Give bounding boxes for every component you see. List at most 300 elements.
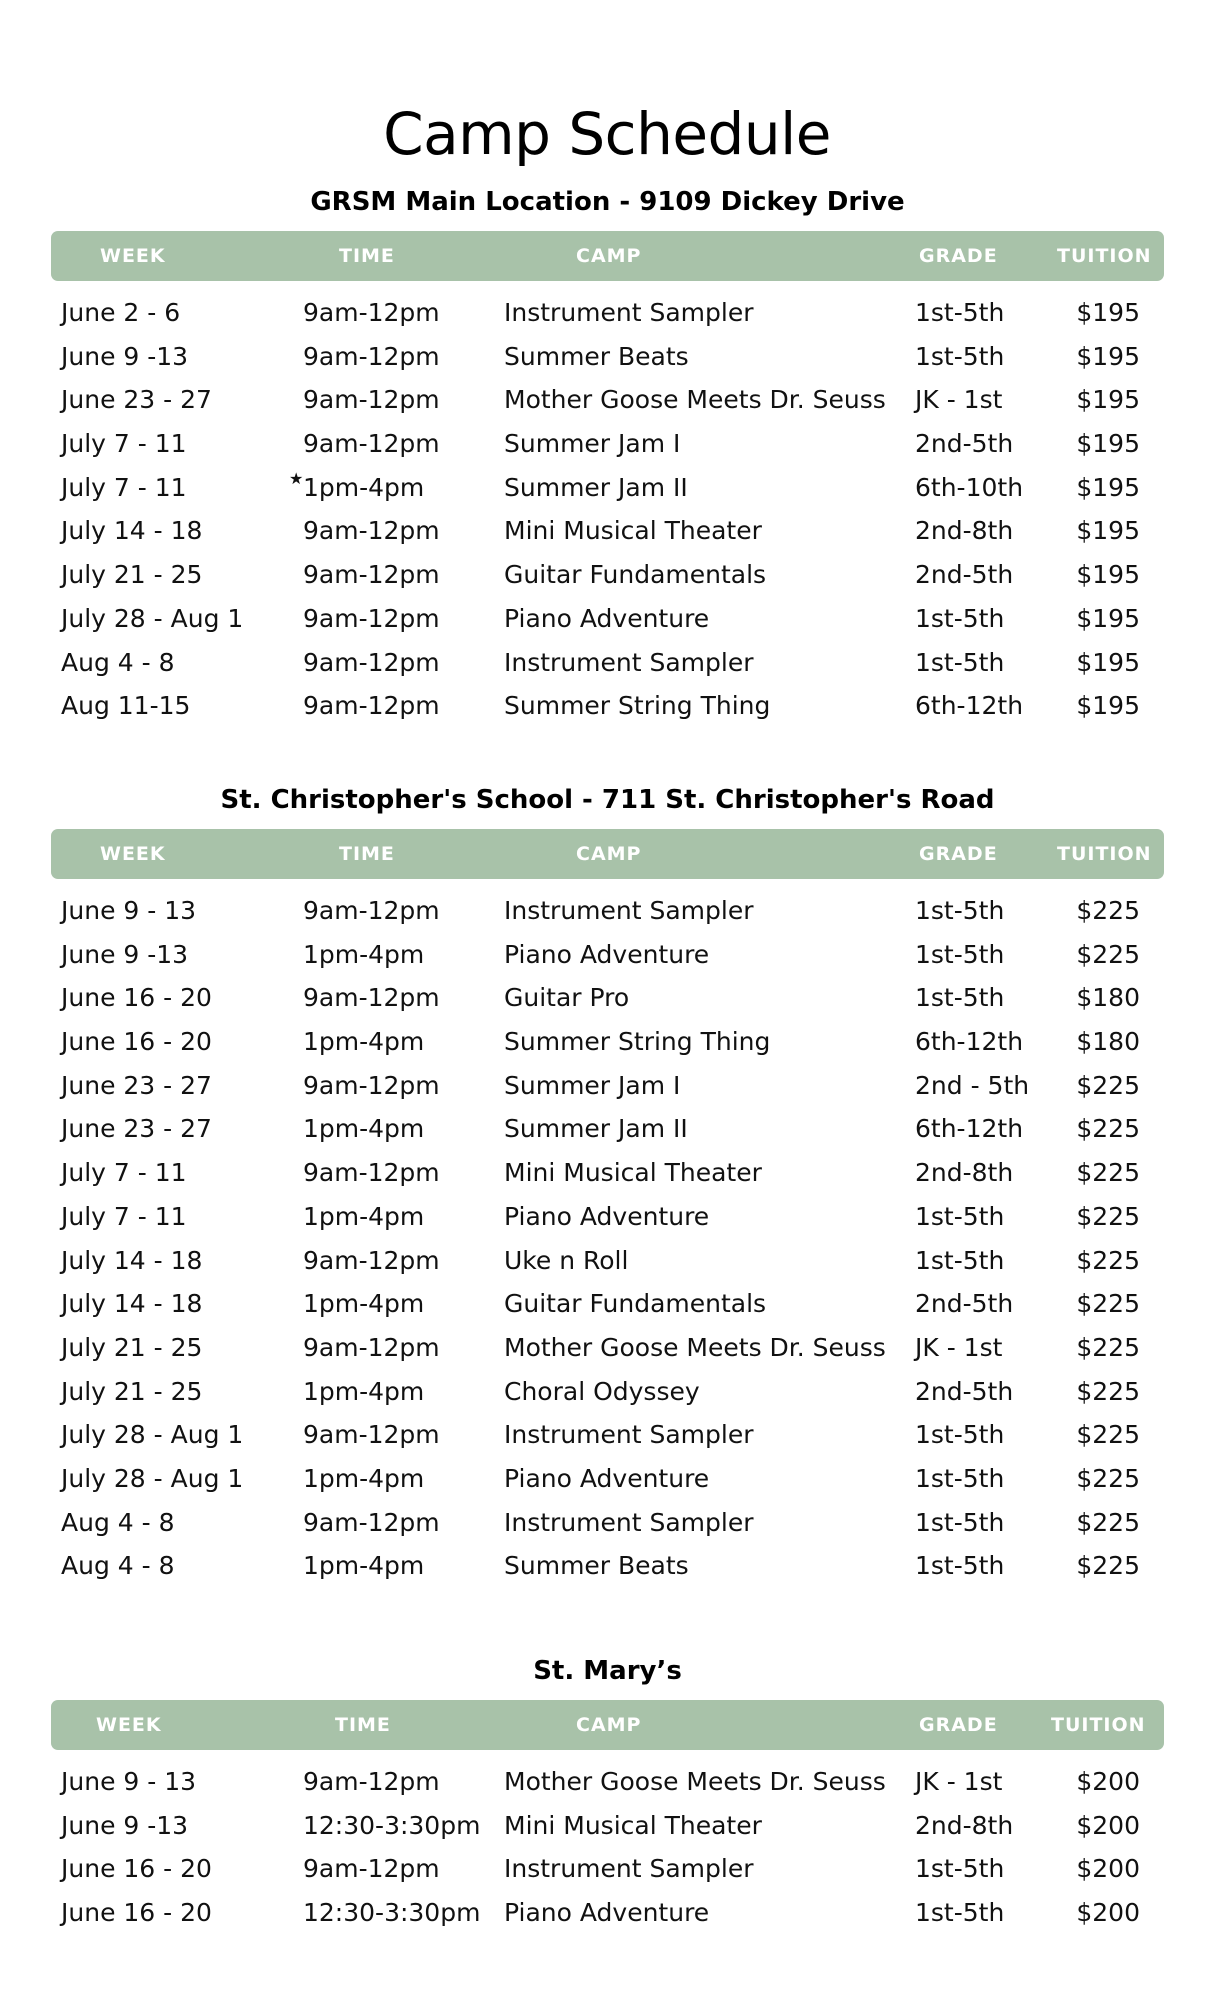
cell-time — [303, 1282, 424, 1326]
cell-grade — [915, 684, 1023, 728]
table-row — [51, 1501, 1164, 1545]
cell-week — [61, 933, 188, 977]
camp-text: Piano Adventure — [504, 1898, 710, 1928]
week-text: June 23 - 27 — [61, 385, 212, 415]
cell-camp — [504, 1326, 886, 1370]
table-row — [51, 1413, 1164, 1457]
cell-time — [303, 1413, 440, 1457]
time-text: 1pm-4pm — [303, 1201, 425, 1231]
cell-grade — [915, 1326, 1002, 1370]
week-text: June 9 -13 — [61, 939, 189, 969]
cell-grade — [915, 889, 1004, 933]
cell-time — [303, 1804, 480, 1848]
cell-grade — [915, 1891, 1004, 1935]
cell-time — [303, 1891, 480, 1935]
grade-text: 2nd-8th — [915, 1810, 1014, 1840]
cell-grade — [915, 335, 1004, 379]
time-text: 9am-12pm — [303, 516, 440, 546]
cell-tuition — [1076, 1544, 1140, 1588]
cell-camp — [504, 1107, 688, 1151]
time-text: 9am-12pm — [303, 341, 440, 371]
grade-text: JK - 1st — [915, 1767, 1003, 1796]
cell-grade — [915, 1151, 1013, 1195]
tuition-text: $225 — [1076, 1376, 1140, 1406]
camp-text: Mother Goose Meets Dr. Seuss — [504, 1332, 886, 1362]
table-row — [51, 1891, 1164, 1935]
table-row — [51, 976, 1164, 1020]
time-text: 9am-12pm — [303, 1854, 440, 1884]
cell-grade — [915, 976, 1004, 1020]
cell-week — [61, 553, 202, 597]
cell-time — [303, 553, 440, 597]
cell-tuition — [1076, 933, 1140, 977]
camp-text: Summer Jam I — [504, 1070, 681, 1100]
cell-tuition — [1076, 1804, 1140, 1848]
week-text: June 16 - 20 — [61, 983, 212, 1013]
table-row — [51, 1847, 1164, 1891]
camp-text: Piano Adventure — [504, 1201, 710, 1231]
camp-text: Choral Odyssey — [504, 1376, 700, 1406]
table-row — [51, 1326, 1164, 1370]
time-text: 1pm-4pm — [303, 1463, 425, 1493]
cell-tuition — [1076, 597, 1140, 641]
cell-camp — [504, 1457, 709, 1501]
week-text: June 9 - 13 — [61, 1767, 197, 1796]
cell-camp — [504, 1501, 754, 1545]
camp-text: Summer String Thing — [504, 1027, 771, 1057]
tuition-text: $225 — [1076, 1114, 1140, 1144]
header-camp: CAMP — [576, 843, 642, 865]
time-text: 9am-12pm — [303, 298, 440, 327]
cell-time — [303, 1544, 424, 1588]
cell-grade — [915, 1804, 1013, 1848]
camp-text: Piano Adventure — [504, 1463, 710, 1493]
camp-text: Piano Adventure — [504, 939, 710, 969]
cell-tuition — [1076, 641, 1140, 685]
camp-text: Summer Beats — [504, 1551, 689, 1581]
cell-camp — [504, 1195, 709, 1239]
cell-week — [61, 889, 196, 933]
cell-week — [61, 466, 187, 510]
header-grade: GRADE — [919, 245, 998, 267]
cell-tuition — [1076, 335, 1140, 379]
week-text: June 23 - 27 — [61, 1070, 212, 1100]
cell-tuition — [1076, 291, 1140, 335]
camp-text: Summer Jam II — [504, 1114, 688, 1144]
table-row — [51, 933, 1164, 977]
time-text: 9am-12pm — [303, 896, 440, 925]
grade-text: 1st-5th — [915, 1507, 1005, 1537]
cell-week — [61, 1195, 187, 1239]
cell-tuition — [1076, 1195, 1140, 1239]
camp-text: Mother Goose Meets Dr. Seuss — [504, 385, 886, 415]
cell-grade — [915, 378, 1002, 422]
table-header — [51, 829, 1164, 879]
cell-camp — [504, 684, 770, 728]
cell-tuition — [1076, 1501, 1140, 1545]
cell-time — [303, 422, 440, 466]
camp-text: Instrument Sampler — [504, 1420, 754, 1450]
table-row — [51, 1064, 1164, 1108]
cell-tuition — [1076, 553, 1140, 597]
grade-text: 2nd-5th — [915, 429, 1014, 459]
time-text: 9am-12pm — [303, 1767, 440, 1796]
cell-week — [61, 1370, 202, 1414]
camp-text: Summer Beats — [504, 341, 689, 371]
cell-camp — [504, 889, 754, 933]
cell-week — [61, 1847, 212, 1891]
tuition-text: $225 — [1076, 1201, 1140, 1231]
cell-camp — [504, 1064, 680, 1108]
cell-tuition — [1076, 509, 1140, 553]
table-header — [51, 231, 1164, 281]
cell-time — [303, 1326, 440, 1370]
cell-week — [61, 1501, 175, 1545]
cell-camp — [504, 641, 754, 685]
cell-time — [303, 1847, 440, 1891]
cell-grade — [915, 1760, 1002, 1804]
table-row — [51, 1760, 1164, 1804]
tuition-text: $195 — [1076, 472, 1140, 502]
camp-text: Instrument Sampler — [504, 298, 754, 327]
cell-week — [61, 1891, 212, 1935]
tuition-text: $200 — [1076, 1810, 1140, 1840]
camp-text: Mini Musical Theater — [504, 516, 762, 546]
cell-tuition — [1076, 378, 1140, 422]
tuition-text: $195 — [1076, 516, 1140, 546]
table-row — [51, 1020, 1164, 1064]
cell-tuition — [1076, 1326, 1140, 1370]
page-title: Camp Schedule — [383, 99, 831, 168]
table-row — [51, 641, 1164, 685]
week-text: July 14 - 18 — [61, 1289, 203, 1319]
cell-camp — [504, 1239, 628, 1283]
header-time: TIME — [335, 1714, 391, 1736]
week-text: June 2 - 6 — [61, 298, 181, 327]
tuition-text: $225 — [1076, 939, 1140, 969]
star-icon: ★ — [289, 468, 304, 488]
week-text: June 9 - 13 — [61, 896, 197, 925]
grade-text: 6th-12th — [915, 1027, 1024, 1057]
cell-time — [303, 1020, 424, 1064]
cell-time — [303, 933, 424, 977]
tuition-text: $195 — [1076, 341, 1140, 371]
table-row — [51, 1282, 1164, 1326]
table-row — [51, 1457, 1164, 1501]
cell-grade — [915, 1064, 1029, 1108]
header-tuition: TUITION — [1057, 843, 1152, 865]
cell-time — [303, 641, 440, 685]
week-text: July 14 - 18 — [61, 516, 203, 546]
week-text: Aug 4 - 8 — [61, 647, 175, 677]
header-grade: GRADE — [919, 843, 998, 865]
tuition-text: $225 — [1076, 1332, 1140, 1362]
cell-week — [61, 1107, 212, 1151]
table-row — [51, 597, 1164, 641]
cell-grade — [915, 597, 1004, 641]
camp-text: Uke n Roll — [504, 1245, 629, 1275]
time-text: 9am-12pm — [303, 1070, 440, 1100]
cell-grade — [915, 641, 1004, 685]
cell-time — [303, 1760, 440, 1804]
week-text: Aug 4 - 8 — [61, 1551, 175, 1581]
cell-week — [61, 1760, 196, 1804]
week-text: June 9 -13 — [61, 341, 189, 371]
grade-text: 1st-5th — [915, 1898, 1005, 1928]
grade-text: 6th-12th — [915, 691, 1024, 721]
table-row — [51, 335, 1164, 379]
time-text: 9am-12pm — [303, 1245, 440, 1275]
grade-text: JK - 1st — [915, 385, 1003, 415]
time-text: 1pm-4pm — [303, 939, 425, 969]
cell-grade — [915, 466, 1023, 510]
schedule-section — [51, 780, 1164, 1588]
header-grade: GRADE — [919, 1714, 998, 1736]
cell-time — [303, 597, 440, 641]
cell-camp — [504, 1804, 762, 1848]
time-text: 9am-12pm — [303, 385, 440, 415]
time-text: 1pm-4pm — [303, 1027, 425, 1057]
cell-time — [303, 1370, 424, 1414]
tuition-text: $225 — [1076, 1507, 1140, 1537]
table-row — [51, 378, 1164, 422]
table-header — [51, 1700, 1164, 1750]
time-text: 1pm-4pm — [303, 1376, 425, 1406]
cell-time — [303, 1107, 424, 1151]
cell-time — [303, 1457, 424, 1501]
grade-text: 1st-5th — [915, 1551, 1005, 1581]
table-row — [51, 466, 1164, 510]
section-title: St. Mary’s — [533, 1656, 682, 1686]
table-row — [51, 291, 1164, 335]
cell-grade — [915, 1020, 1023, 1064]
cell-week — [61, 1544, 175, 1588]
week-text: July 7 - 11 — [61, 1158, 187, 1188]
cell-camp — [504, 1847, 754, 1891]
time-text: 9am-12pm — [303, 691, 440, 721]
cell-grade — [915, 1544, 1004, 1588]
cell-tuition — [1076, 1413, 1140, 1457]
cell-camp — [504, 553, 766, 597]
grade-text: 1st-5th — [915, 603, 1005, 633]
grade-text: 1st-5th — [915, 1245, 1005, 1275]
grade-text: 2nd-8th — [915, 516, 1014, 546]
camp-text: Guitar Fundamentals — [504, 560, 767, 590]
tuition-text: $195 — [1076, 691, 1140, 721]
time-text: 9am-12pm — [303, 1507, 440, 1537]
cell-tuition — [1076, 889, 1140, 933]
cell-camp — [504, 1370, 700, 1414]
grade-text: 1st-5th — [915, 1854, 1005, 1884]
camp-text: Summer String Thing — [504, 691, 771, 721]
table-row — [51, 1107, 1164, 1151]
grade-text: 1st-5th — [915, 983, 1005, 1013]
grade-text: 2nd-5th — [915, 1289, 1014, 1319]
cell-week — [61, 1282, 202, 1326]
tuition-text: $225 — [1076, 1158, 1140, 1188]
cell-grade — [915, 1282, 1013, 1326]
time-text: 9am-12pm — [303, 1420, 440, 1450]
cell-week — [61, 509, 202, 553]
cell-grade — [915, 553, 1013, 597]
cell-week — [61, 1326, 202, 1370]
cell-tuition — [1076, 466, 1140, 510]
tuition-text: $225 — [1076, 1245, 1140, 1275]
week-text: July 28 - Aug 1 — [61, 1420, 244, 1450]
table-row — [51, 1151, 1164, 1195]
cell-week — [61, 976, 212, 1020]
cell-camp — [504, 1151, 762, 1195]
tuition-text: $200 — [1076, 1898, 1140, 1928]
week-text: July 21 - 25 — [61, 560, 203, 590]
grade-text: JK - 1st — [915, 1332, 1003, 1362]
cell-week — [61, 684, 190, 728]
tuition-text: $180 — [1076, 983, 1140, 1013]
cell-camp — [504, 1760, 886, 1804]
cell-grade — [915, 509, 1013, 553]
cell-time — [303, 976, 440, 1020]
time-text: 9am-12pm — [303, 429, 440, 459]
week-text: July 21 - 25 — [61, 1376, 203, 1406]
tuition-text: $225 — [1076, 1463, 1140, 1493]
cell-camp — [504, 1282, 766, 1326]
cell-camp — [504, 422, 680, 466]
grade-text: 1st-5th — [915, 1420, 1005, 1450]
week-text: July 7 - 11 — [61, 472, 187, 502]
time-text: 9am-12pm — [303, 647, 440, 677]
cell-grade — [915, 1847, 1004, 1891]
cell-time — [303, 889, 440, 933]
header-camp: CAMP — [576, 245, 642, 267]
header-week: WEEK — [100, 843, 166, 865]
header-camp: CAMP — [576, 1714, 642, 1736]
grade-text: 1st-5th — [915, 1201, 1005, 1231]
camp-text: Summer Jam II — [504, 472, 688, 502]
week-text: July 7 - 11 — [61, 429, 187, 459]
cell-grade — [915, 1195, 1004, 1239]
table-row — [51, 1544, 1164, 1588]
grade-text: 2nd-5th — [915, 1376, 1014, 1406]
camp-text: Guitar Pro — [504, 983, 630, 1013]
header-week: WEEK — [96, 1714, 162, 1736]
table-body — [51, 291, 1164, 728]
header-time: TIME — [339, 843, 395, 865]
cell-tuition — [1076, 1282, 1140, 1326]
time-text: 9am-12pm — [303, 1332, 440, 1362]
camp-text: Mini Musical Theater — [504, 1158, 762, 1188]
grade-text: 2nd-8th — [915, 1158, 1014, 1188]
tuition-text: $200 — [1076, 1854, 1140, 1884]
table-row — [51, 509, 1164, 553]
cell-week — [61, 1239, 202, 1283]
table-body — [51, 889, 1164, 1588]
table-body — [51, 1760, 1164, 1935]
cell-week — [61, 641, 175, 685]
grade-text: 1st-5th — [915, 1463, 1005, 1493]
week-text: July 7 - 11 — [61, 1201, 187, 1231]
camp-text: Instrument Sampler — [504, 647, 754, 677]
header-tuition: TUITION — [1057, 245, 1152, 267]
schedule-section — [51, 182, 1164, 728]
week-text: July 21 - 25 — [61, 1332, 203, 1362]
cell-time — [303, 1239, 440, 1283]
cell-time — [303, 684, 440, 728]
camp-text: Instrument Sampler — [504, 1507, 754, 1537]
tuition-text: $225 — [1076, 1420, 1140, 1450]
cell-week — [61, 1804, 188, 1848]
cell-tuition — [1076, 1847, 1140, 1891]
cell-time — [289, 466, 425, 510]
cell-tuition — [1076, 1891, 1140, 1935]
tuition-text: $200 — [1076, 1767, 1140, 1796]
cell-week — [61, 1413, 243, 1457]
time-text: 1pm-4pm — [303, 1114, 425, 1144]
header-tuition: TUITION — [1051, 1714, 1146, 1736]
table-row — [51, 553, 1164, 597]
week-text: June 16 - 20 — [61, 1898, 212, 1928]
cell-grade — [915, 1501, 1004, 1545]
cell-time — [303, 335, 440, 379]
tuition-text: $195 — [1076, 560, 1140, 590]
cell-week — [61, 1151, 187, 1195]
tuition-text: $225 — [1076, 1289, 1140, 1319]
grade-text: 1st-5th — [915, 298, 1005, 327]
table-row — [51, 422, 1164, 466]
cell-camp — [504, 509, 762, 553]
table-row — [51, 684, 1164, 728]
week-text: July 28 - Aug 1 — [61, 603, 244, 633]
cell-time — [303, 509, 440, 553]
cell-tuition — [1076, 976, 1140, 1020]
grade-text: 6th-12th — [915, 1114, 1024, 1144]
cell-tuition — [1076, 1457, 1140, 1501]
section-title: GRSM Main Location - 9109 Dickey Drive — [310, 187, 905, 217]
cell-camp — [504, 335, 689, 379]
cell-tuition — [1076, 1151, 1140, 1195]
week-text: July 28 - Aug 1 — [61, 1463, 244, 1493]
camp-text: Instrument Sampler — [504, 896, 754, 925]
camp-text: Instrument Sampler — [504, 1854, 754, 1884]
header-time: TIME — [339, 245, 395, 267]
tuition-text: $195 — [1076, 385, 1140, 415]
cell-camp — [504, 1413, 754, 1457]
grade-text: 1st-5th — [915, 341, 1005, 371]
cell-grade — [915, 1239, 1004, 1283]
tuition-text: $195 — [1076, 429, 1140, 459]
cell-tuition — [1076, 1107, 1140, 1151]
cell-tuition — [1076, 1064, 1140, 1108]
cell-grade — [915, 1107, 1023, 1151]
tuition-text: $180 — [1076, 1027, 1140, 1057]
cell-time — [303, 291, 440, 335]
camp-text: Guitar Fundamentals — [504, 1289, 767, 1319]
grade-text: 2nd-5th — [915, 560, 1014, 590]
grade-text: 2nd - 5th — [915, 1070, 1030, 1100]
cell-camp — [504, 291, 754, 335]
cell-week — [61, 378, 212, 422]
cell-time — [303, 1151, 440, 1195]
time-text: 12:30-3:30pm — [303, 1810, 481, 1840]
grade-text: 1st-5th — [915, 896, 1005, 925]
cell-time — [303, 378, 440, 422]
camp-text: Summer Jam I — [504, 429, 681, 459]
cell-time — [303, 1064, 440, 1108]
tuition-text: $195 — [1076, 603, 1140, 633]
time-text: 9am-12pm — [303, 603, 440, 633]
section-title: St. Christopher's School - 711 St. Christopher's Road — [220, 785, 995, 815]
cell-week — [61, 1020, 212, 1064]
cell-grade — [915, 422, 1013, 466]
